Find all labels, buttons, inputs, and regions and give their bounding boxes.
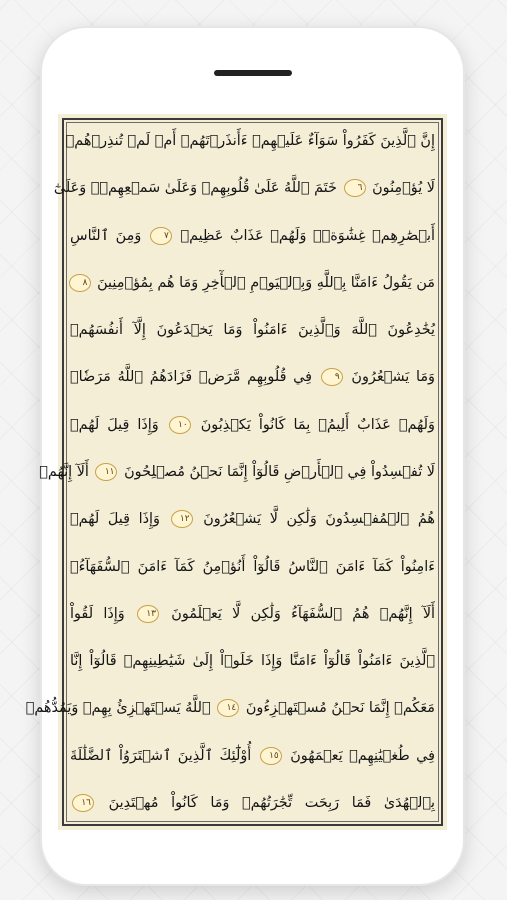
ayah-number-marker[interactable]: ١٣ [137, 605, 159, 623]
verse-line: إِنَّ ٱلَّذِينَ كَفَرُواْ سَوَآءٌ عَلَيۡهِمۡ ءَأَنذَرۡتَهُمۡ أَمۡ لَمۡ تُنذِرۡهُمۡ [65, 133, 435, 149]
phone-speaker-slot [214, 70, 292, 76]
verse-line: أَبۡصَٰرِهِمۡ غِشَٰوَةٞۖ وَلَهُمۡ عَذَابٌ عَظِيمٞ ٧ وَمِنَ ٱلنَّاسِ [70, 227, 435, 244]
ayah-number-marker[interactable]: ٨ [69, 274, 91, 292]
phone-device [25, 28, 463, 884]
ayah-number-marker[interactable]: ١٤ [217, 699, 239, 717]
ayah-number-marker[interactable]: ٦ [344, 179, 366, 197]
verse-line: وَلَهُمۡ عَذَابٌ أَلِيمُۢ بِمَا كَانُواْ يَكۡذِبُونَ ١٠ وَإِذَا قِيلَ لَهُمۡ [70, 416, 436, 433]
ayah-number-marker[interactable]: ٩ [321, 368, 343, 386]
verse-line: هُمُ ٱلۡمُفۡسِدُونَ وَلَٰكِن لَّا يَشۡعُرُونَ ١٢ وَإِذَا قِيلَ لَهُمۡ [70, 511, 435, 528]
verse-line: يُخَٰدِعُونَ ٱللَّهَ وَٱلَّذِينَ ءَامَنُواْ وَمَا يَخۡدَعُونَ إِلَّآ أَنفُسَهُمۡ [70, 322, 435, 339]
ayah-number-marker[interactable]: ١٥ [260, 747, 282, 765]
verse-line: مَعَكُمۡ إِنَّمَا نَحۡنُ مُسۡتَهۡزِءُونَ ١٤ ٱللَّهُ يَسۡتَهۡزِئُ بِهِمۡ وَيَمُدُّهُمۡ [25, 700, 435, 717]
verse-line: ءَامِنُواْ كَمَآ ءَامَنَ ٱلنَّاسُ قَالُوٓاْ أَنُؤۡمِنُ كَمَآ ءَامَنَ ٱلسُّفَهَآءُۗ [70, 558, 435, 575]
verse-line: فِي طُغۡيَٰنِهِمۡ يَعۡمَهُونَ ١٥ أُوْلَٰٓئِكَ ٱلَّذِينَ ٱشۡتَرَوُاْ ٱلضَّلَٰلَةَ [70, 747, 436, 764]
verse-line: ٱلَّذِينَ ءَامَنُواْ قَالُوٓاْ ءَامَنَّا وَإِذَا خَلَوۡاْ إِلَىٰ شَيَٰطِينِهِمۡ قَالُوٓاْ إِنَّا [70, 653, 435, 670]
verse-line: لَا يُؤۡمِنُونَ ٦ خَتَمَ ٱللَّهُ عَلَىٰ قُلُوبِهِمۡ وَعَلَىٰ سَمۡعِهِمۡۖ وَعَلَىٰٓ [53, 180, 435, 197]
ayah-number-marker[interactable]: ١١ [95, 463, 117, 481]
ayah-number-marker[interactable]: ٧ [150, 227, 172, 245]
verse-line: بِٱلۡهُدَىٰ فَمَا رَبِحَت تِّجَٰرَتُهُمۡ وَمَا كَانُواْ مُهۡتَدِينَ ١٦ [70, 784, 435, 822]
ayah-number-marker[interactable]: ١٠ [169, 416, 191, 434]
verse-line: أَلَآ إِنَّهُمۡ هُمُ ٱلسُّفَهَآءُ وَلَٰكِن لَّا يَعۡلَمُونَ ١٣ وَإِذَا لَقُواْ [70, 605, 436, 622]
quran-text-block [25, 122, 436, 822]
ayah-number-marker[interactable]: ١٦ [72, 794, 94, 812]
verse-line: لَا تُفۡسِدُواْ فِي ٱلۡأَرۡضِ قَالُوٓاْ إِنَّمَا نَحۡنُ مُصۡلِحُونَ ١١ أَلَآ إِنَّهُمۡ [39, 463, 435, 480]
verse-line: مَن يَقُولُ ءَامَنَّا بِٱللَّهِ وَبِٱلۡيَوۡمِ ٱلۡأٓخِرِ وَمَا هُم بِمُؤۡمِنِينَ ٨ [70, 264, 435, 302]
mushaf-page[interactable] [25, 114, 447, 830]
ayah-number-marker[interactable]: ١٢ [171, 510, 193, 528]
verse-line: وَمَا يَشۡعُرُونَ ٩ فِي قُلُوبِهِم مَّرَضٞ فَزَادَهُمُ ٱللَّهُ مَرَضٗاۖ [70, 369, 436, 386]
